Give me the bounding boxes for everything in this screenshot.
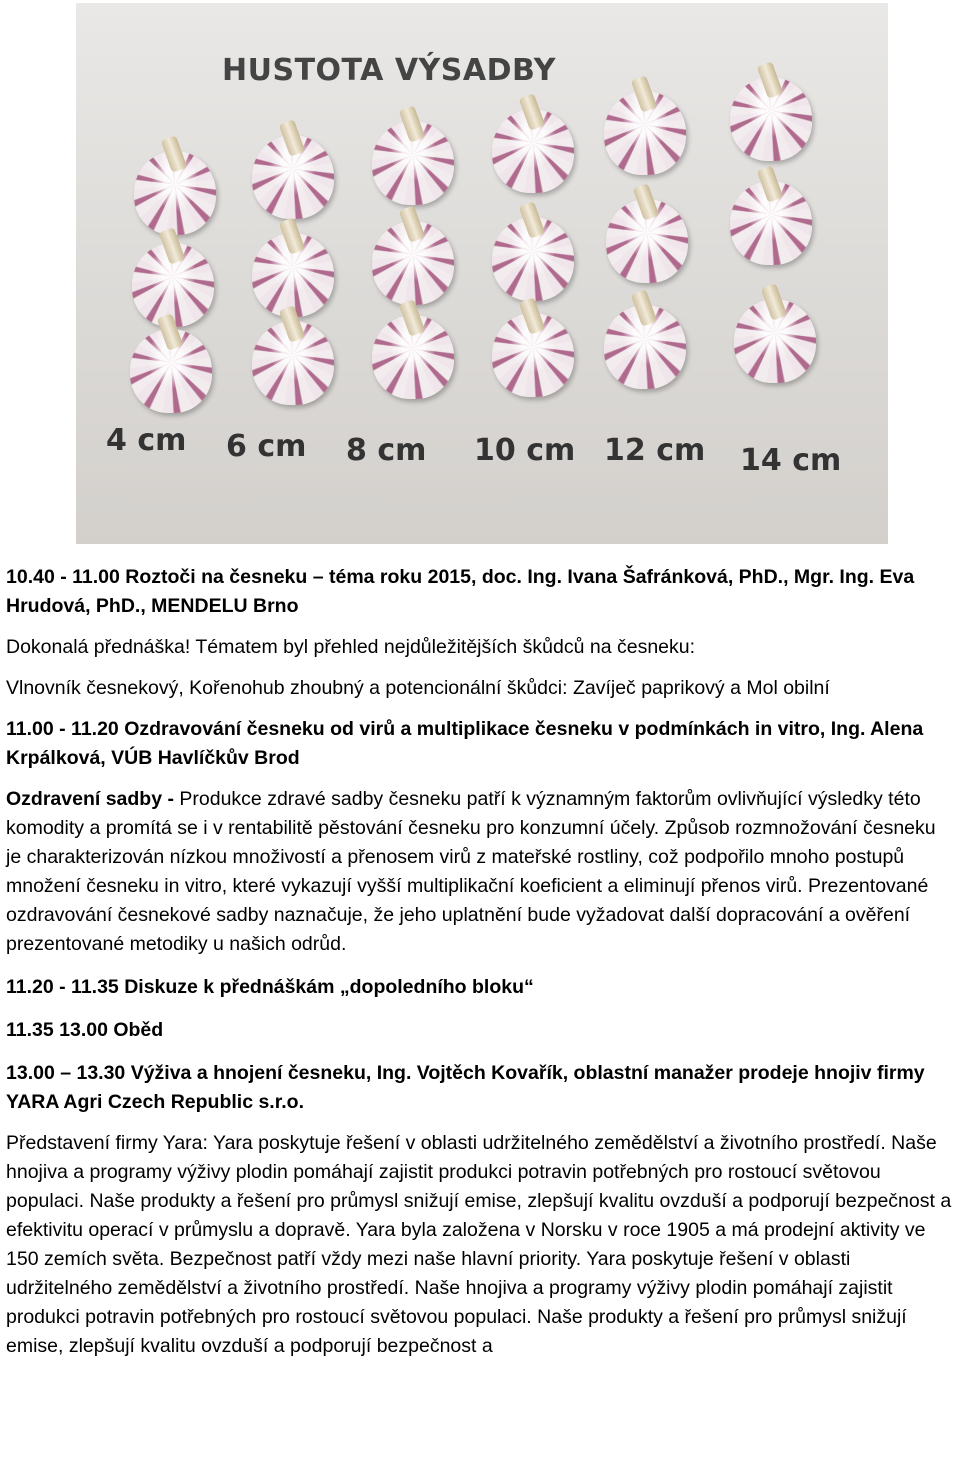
garlic-bulb xyxy=(606,199,688,283)
photo-title: HUSTOTA VÝSADBY xyxy=(222,53,556,88)
session3-heading: 11.20 - 11.35 Diskuze k přednáškám „dopoledního bloku“ xyxy=(6,976,534,998)
lunch-heading: 11.35 13.00 Oběd xyxy=(6,1019,164,1041)
garlic-bulb xyxy=(252,135,334,219)
session4-paragraph: Představení firmy Yara: Yara poskytuje řešení v oblasti udržitelného zemědělství a životního prostředí. Naše hnojiva a programy výživy plodin pomáhají zajistit produkci potravin potřebných pro rostoucí světovou populaci. Naše produkty a řešení pro průmysl snižují emise, zlepšují kvalitu ovzduší a podporují bezpečnost a efektivitu operací v průmyslu a dopravě. Yara byla založena v Norsku v roce 1905 a má prodejní aktivity ve 150 zemích světa. Bezpečnost patří vždy mezi naše hlavní priority. Yara poskytuje řešení v oblasti udržitelného zemědělství a životního prostředí. Naše hnojiva a programy výživy plodin pomáhají zajistit produkci potravin potřebných pro rostoucí světovou populaci. Naše produkty a řešení pro průmysl snižují emise, zlepšují kvalitu ovzduší a podporují bezpečnost a xyxy=(6,1132,952,1357)
session2-heading: 11.00 - 11.20 Ozdravování česneku od virů a multiplikace česneku v podmínkách in vitro, Ing. Alena Krpálková, VÚB Havlíčkův Brod xyxy=(6,718,924,769)
garlic-bulb xyxy=(734,299,816,383)
garlic-bulb xyxy=(132,243,214,327)
session1-pests: Vlnovník česnekový, Kořenohub zhoubný a potencionální škůdci: Zavíječ paprikový a Mol obilní xyxy=(6,677,830,699)
garlic-bulb xyxy=(372,221,454,305)
session4-heading: 13.00 – 13.30 Výživa a hnojení česneku, Ing. Vojtěch Kovařík, oblastní manažer prodeje hnojiv firmy YARA Agri Czech Republic s.r.o. xyxy=(6,1062,925,1113)
size-label-12cm: 12 cm xyxy=(604,433,706,468)
garlic-bulb xyxy=(492,109,574,193)
session2-lead: Ozdravení sadby - xyxy=(6,788,180,810)
size-label-10cm: 10 cm xyxy=(474,433,576,468)
garlic-bulb xyxy=(730,77,812,161)
garlic-bulb xyxy=(372,121,454,205)
garlic-bulb xyxy=(730,181,812,265)
garlic-spacing-photo xyxy=(76,3,888,544)
garlic-bulb xyxy=(252,321,334,405)
garlic-bulb xyxy=(372,315,454,399)
size-label-8cm: 8 cm xyxy=(346,433,427,468)
garlic-bulb xyxy=(604,91,686,175)
garlic-bulb xyxy=(252,233,334,317)
session2-body: Produkce zdravé sadby česneku patří k významným faktorům ovlivňující výsledky této komodity a promítá se i v rentabilitě pěstování česneku pro konzumní účely. Způsob rozmnožování česneku je charakterizován nízkou množivostí a přenosem virů z mateřské rostliny, což podpořilo mnoho postupů množení česneku in vitro, které vykazují vyšší multiplikační koeficient a eliminují přenos virů. Prezentované ozdravování česnekové sadby naznačuje, že jeho uplatnění bude vyžadovat další dopracování a ověření prezentované metodiky u našich odrůd. xyxy=(6,788,936,955)
session2-paragraph xyxy=(6,785,954,959)
session1-heading: 10.40 - 11.00 Roztoči na česneku – téma roku 2015, doc. Ing. Ivana Šafránková, PhD., Mgr. Ing. Eva Hrudová, PhD., MENDELU Brno xyxy=(6,566,915,617)
garlic-bulb xyxy=(492,217,574,301)
garlic-bulb xyxy=(134,151,216,235)
garlic-bulb xyxy=(130,329,212,413)
document-body xyxy=(6,563,954,1361)
garlic-bulb xyxy=(604,305,686,389)
garlic-bulb xyxy=(492,313,574,397)
size-label-14cm: 14 cm xyxy=(740,443,842,478)
size-label-6cm: 6 cm xyxy=(226,429,307,464)
size-label-4cm: 4 cm xyxy=(106,423,187,458)
session1-paragraph: Dokonalá přednáška! Tématem byl přehled nejdůležitějších škůdců na česneku: xyxy=(6,636,696,658)
